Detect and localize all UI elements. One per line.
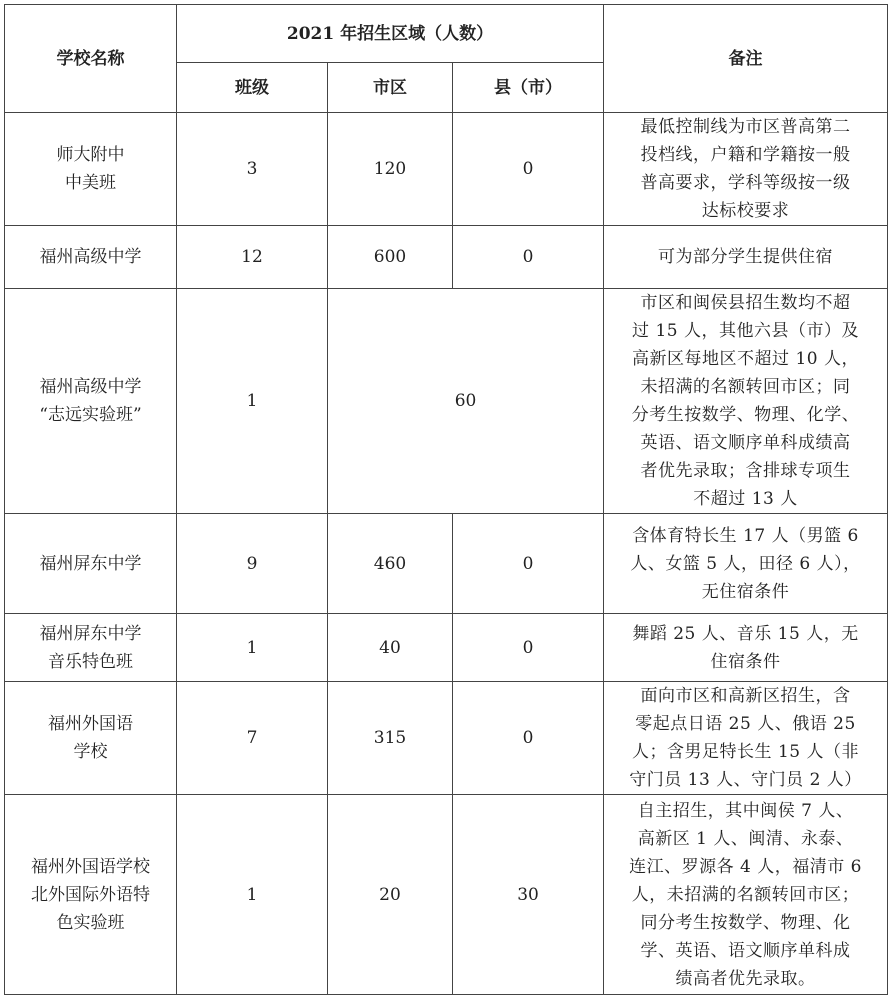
table-row [5,113,888,226]
classes-cell: 1 [177,614,328,682]
header-enrollment-region: 2021 年招生区域（人数） [177,5,604,63]
city-cell: 600 [328,226,453,289]
school-name-line: 师大附中 [56,145,125,165]
header-remarks: 备注 [604,5,888,113]
remarks-cell [604,682,888,795]
city-cell: 120 [328,113,453,226]
classes-cell: 9 [177,514,328,614]
remarks-line: 分考生按数学、物理、化学、 [631,405,860,425]
remarks-line: 守门员 13 人、守门员 2 人） [629,770,862,790]
school-name-cell [5,226,177,289]
classes-cell: 1 [177,795,328,995]
table-row [5,795,888,995]
school-name-line: “志远实验班” [39,405,142,425]
remarks-line: 高新区 1 人、闽清、永泰、 [637,828,854,849]
table-row [5,226,888,289]
county-cell: 0 [453,682,604,795]
school-name-line: 福州屏东中学 [39,553,142,574]
school-name-cell [5,682,177,795]
school-name-line: 学校 [73,742,108,762]
school-name-line: 福州屏东中学 [39,623,142,644]
city-cell: 460 [328,514,453,614]
classes-cell: 12 [177,226,328,289]
school-name-line: 中美班 [65,173,116,193]
remarks-line: 不超过 13 人 [693,489,798,509]
city-cell: 40 [328,614,453,682]
classes-cell: 1 [177,289,328,514]
remarks-line: 舞蹈 25 人、音乐 15 人，无 [632,623,859,644]
table-row [5,514,888,614]
remarks-cell [604,289,888,514]
header-classes: 班级 [177,63,328,113]
remarks-line: 绩高者优先录取。 [675,968,816,989]
county-cell: 0 [453,226,604,289]
header-city: 市区 [328,63,453,113]
school-name-cell [5,289,177,514]
school-name-cell [5,113,177,226]
school-name-cell [5,514,177,614]
school-name-line: 色实验班 [56,912,125,933]
remarks-line: 高新区每地区不超过 10 人， [632,349,859,369]
remarks-line: 市区和闽侯县招生数均不超 [640,293,851,313]
remarks-line: 人；含男足特长生 15 人（非 [632,742,859,762]
county-cell: 0 [453,514,604,614]
remarks-line: 人、女篮 5 人，田径 6 人）， [630,553,861,574]
school-name-line: 福州外国语 [48,714,133,734]
school-name-line: 福州高级中学 [39,247,142,267]
county-cell: 30 [453,795,604,995]
enrollment-table [4,4,888,995]
header-county: 县（市） [453,63,604,113]
remarks-cell [604,514,888,614]
city-cell: 315 [328,682,453,795]
remarks-line: 达标校要求 [701,201,790,221]
remarks-line: 最低控制线为市区普高第二 [640,117,851,137]
remarks-line: 英语、语文顺序单科成绩高 [640,433,851,453]
remarks-line: 住宿条件 [710,651,781,672]
remarks-line: 学、英语、语文顺序单科成 [640,940,851,961]
classes-cell: 7 [177,682,328,795]
table-row [5,614,888,682]
county-cell: 0 [453,113,604,226]
remarks-line: 连江、罗源各 4 人，福清市 6 [629,856,862,877]
school-name-line: 福州高级中学 [39,377,142,397]
remarks-line: 面向市区和高新区招生，含 [640,686,851,706]
header-school-name: 学校名称 [5,5,177,113]
remarks-line: 投档线，户籍和学籍按一般 [640,145,851,165]
remarks-cell [604,795,888,995]
remarks-line: 无住宿条件 [701,581,790,602]
school-name-line: 音乐特色班 [48,651,133,672]
remarks-line: 自主招生，其中闽侯 7 人、 [637,800,854,821]
county-cell: 0 [453,614,604,682]
remarks-cell [604,614,888,682]
remarks-line: 者优先录取；含排球专项生 [640,461,851,481]
remarks-line: 含体育特长生 17 人（男篮 6 [632,525,859,546]
school-name-cell [5,795,177,995]
remarks-line: 未招满的名额转回市区；同 [640,377,851,397]
remarks-line: 人，未招满的名额转回市区； [631,884,860,905]
remarks-cell [604,113,888,226]
city-cell: 20 [328,795,453,995]
remarks-line: 零起点日语 25 人、俄语 25 [635,714,856,734]
remarks-line: 过 15 人，其他六县（市）及 [632,321,859,341]
combined-region-cell: 60 [328,289,604,514]
remarks-line: 同分考生按数学、物理、化 [640,912,851,933]
school-name-line: 福州外国语学校 [31,856,150,877]
remarks-line: 普高要求，学科等级按一级 [640,173,851,193]
remarks-cell [604,226,888,289]
classes-cell: 3 [177,113,328,226]
school-name-cell [5,614,177,682]
school-name-line: 北外国际外语特 [31,884,150,905]
remarks-line: 可为部分学生提供住宿 [658,247,834,267]
table-row [5,682,888,795]
table-row [5,289,888,514]
